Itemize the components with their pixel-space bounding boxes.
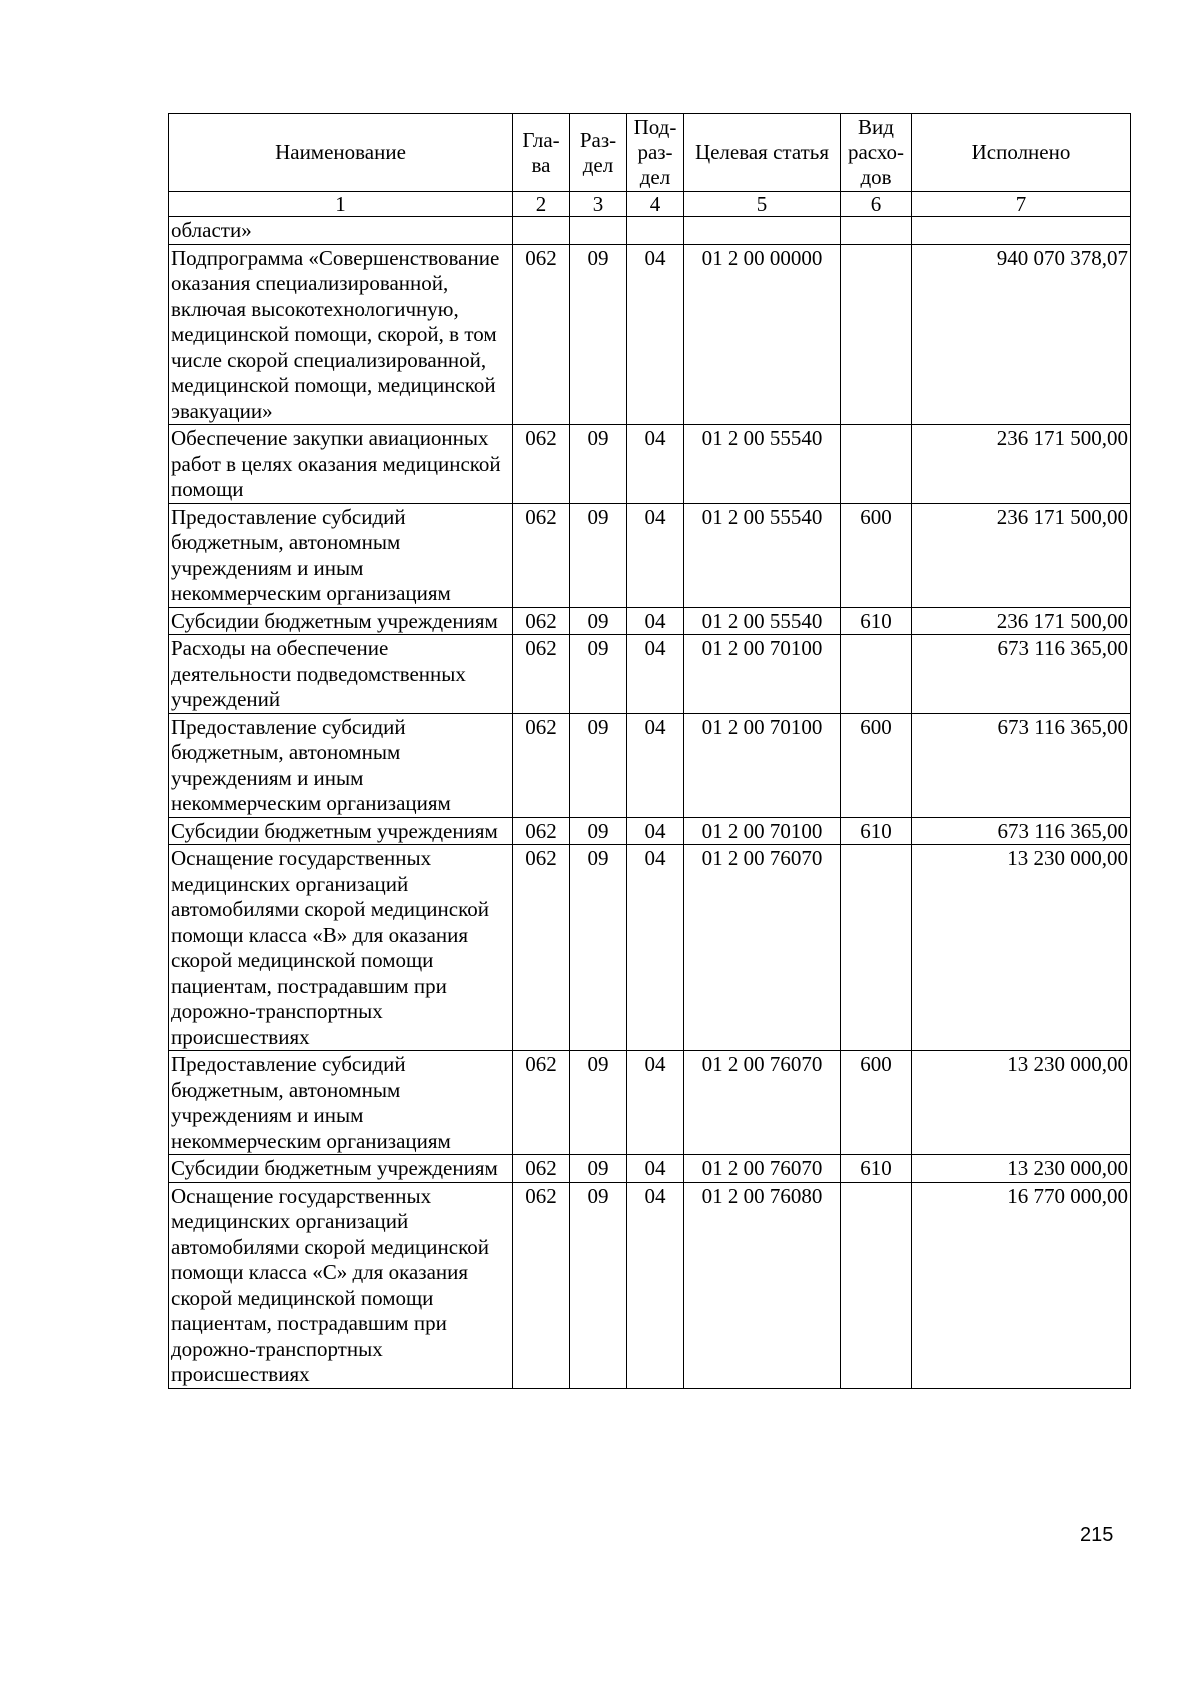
- table-row: [169, 217, 1131, 245]
- cell-glava: [513, 217, 570, 245]
- cell-name: Подпрограмма «Совершенствование оказания специализированной, включая высокотехнологичную, медицинской помощи, скорой, в том числе скорой специализированной, медицинской помощи, медицинской эвакуации»: [169, 244, 513, 425]
- header-executed: [912, 114, 1131, 192]
- cell-podrazdel: 04: [627, 713, 684, 817]
- header-line: дов: [860, 165, 892, 189]
- header-razdel: [570, 114, 627, 192]
- cell-name: Предоставление субсидий бюджетным, автономным учреждениям и иным некоммерческим организациям: [169, 1051, 513, 1155]
- header-line: Наименование: [275, 140, 406, 164]
- cell-podrazdel: 04: [627, 1182, 684, 1388]
- column-number: 7: [912, 192, 1131, 217]
- cell-executed: 13 230 000,00: [912, 1051, 1131, 1155]
- table-row: [169, 1051, 1131, 1155]
- column-number: 4: [627, 192, 684, 217]
- cell-razdel: 09: [570, 503, 627, 607]
- cell-name: области»: [169, 217, 513, 245]
- header-line: дел: [582, 152, 614, 177]
- cell-podrazdel: 04: [627, 1051, 684, 1155]
- cell-expense-type: 600: [841, 713, 912, 817]
- cell-executed: 673 116 365,00: [912, 635, 1131, 714]
- cell-glava: 062: [513, 1051, 570, 1155]
- cell-podrazdel: 04: [627, 1155, 684, 1183]
- cell-target-article: 01 2 00 76070: [684, 845, 841, 1051]
- cell-razdel: 09: [570, 635, 627, 714]
- cell-podrazdel: 04: [627, 607, 684, 635]
- cell-target-article: 01 2 00 70100: [684, 713, 841, 817]
- cell-expense-type: 600: [841, 1051, 912, 1155]
- cell-razdel: 09: [570, 713, 627, 817]
- header-line: Целевая статья: [694, 140, 830, 164]
- header-row: [169, 114, 1131, 192]
- cell-name: Субсидии бюджетным учреждениям: [169, 1155, 513, 1183]
- cell-razdel: 09: [570, 1155, 627, 1183]
- cell-expense-type: [841, 1182, 912, 1388]
- cell-executed: 673 116 365,00: [912, 713, 1131, 817]
- header-podrazdel: [627, 114, 684, 192]
- column-number-row: [169, 192, 1131, 217]
- cell-glava: 062: [513, 425, 570, 504]
- header-line: Под-: [633, 115, 677, 139]
- cell-target-article: 01 2 00 76070: [684, 1051, 841, 1155]
- cell-executed: 13 230 000,00: [912, 845, 1131, 1051]
- cell-name: Оснащение государственных медицинских организаций автомобилями скорой медицинской помощи класса «В» для оказания скорой медицинской помощи пациентам, пострадавшим при дорожно-транспортных происшествиях: [169, 845, 513, 1051]
- page-number: 215: [1080, 1524, 1114, 1546]
- cell-target-article: 01 2 00 55540: [684, 607, 841, 635]
- cell-glava: 062: [513, 244, 570, 425]
- table-row: [169, 713, 1131, 817]
- table-row: [169, 817, 1131, 845]
- cell-executed: 13 230 000,00: [912, 1155, 1131, 1183]
- header-name: [169, 114, 513, 192]
- column-number: 1: [169, 192, 513, 217]
- cell-name: Субсидии бюджетным учреждениям: [169, 817, 513, 845]
- cell-razdel: [570, 217, 627, 245]
- cell-expense-type: [841, 845, 912, 1051]
- cell-glava: 062: [513, 607, 570, 635]
- cell-glava: 062: [513, 1155, 570, 1183]
- cell-target-article: [684, 217, 841, 245]
- cell-executed: 236 171 500,00: [912, 425, 1131, 504]
- cell-expense-type: [841, 217, 912, 245]
- cell-razdel: 09: [570, 1182, 627, 1388]
- cell-target-article: 01 2 00 00000: [684, 244, 841, 425]
- header-expense-type: [841, 114, 912, 192]
- cell-expense-type: 610: [841, 1155, 912, 1183]
- table-row: [169, 1155, 1131, 1183]
- cell-target-article: 01 2 00 55540: [684, 503, 841, 607]
- column-number: 3: [570, 192, 627, 217]
- cell-expense-type: 600: [841, 503, 912, 607]
- cell-name: Расходы на обеспечение деятельности подведомственных учреждений: [169, 635, 513, 714]
- column-number: 6: [841, 192, 912, 217]
- cell-name: Субсидии бюджетным учреждениям: [169, 607, 513, 635]
- header-line: ва: [531, 152, 551, 177]
- cell-podrazdel: 04: [627, 635, 684, 714]
- cell-podrazdel: 04: [627, 244, 684, 425]
- cell-name: Оснащение государственных медицинских организаций автомобилями скорой медицинской помощи класса «С» для оказания скорой медицинской помощи пациентам, пострадавшим при дорожно-транспортных происшествиях: [169, 1182, 513, 1388]
- cell-glava: 062: [513, 845, 570, 1051]
- cell-razdel: 09: [570, 244, 627, 425]
- header-glava: [513, 114, 570, 192]
- cell-podrazdel: 04: [627, 503, 684, 607]
- header-line: расхо-: [847, 140, 905, 164]
- cell-razdel: 09: [570, 845, 627, 1051]
- cell-razdel: 09: [570, 817, 627, 845]
- cell-razdel: 09: [570, 607, 627, 635]
- table-row: [169, 635, 1131, 714]
- cell-glava: 062: [513, 817, 570, 845]
- cell-executed: 673 116 365,00: [912, 817, 1131, 845]
- cell-razdel: 09: [570, 425, 627, 504]
- cell-expense-type: [841, 244, 912, 425]
- cell-name: Предоставление субсидий бюджетным, автономным учреждениям и иным некоммерческим организациям: [169, 713, 513, 817]
- cell-podrazdel: 04: [627, 845, 684, 1051]
- cell-podrazdel: 04: [627, 425, 684, 504]
- cell-name: Предоставление субсидий бюджетным, автономным учреждениям и иным некоммерческим организациям: [169, 503, 513, 607]
- cell-executed: [912, 217, 1131, 245]
- cell-target-article: 01 2 00 76070: [684, 1155, 841, 1183]
- cell-target-article: 01 2 00 70100: [684, 817, 841, 845]
- cell-razdel: 09: [570, 1051, 627, 1155]
- cell-glava: 062: [513, 1182, 570, 1388]
- cell-podrazdel: 04: [627, 817, 684, 845]
- cell-target-article: 01 2 00 55540: [684, 425, 841, 504]
- cell-executed: 940 070 378,07: [912, 244, 1131, 425]
- cell-expense-type: 610: [841, 607, 912, 635]
- table-row: [169, 1182, 1131, 1388]
- cell-glava: 062: [513, 635, 570, 714]
- cell-target-article: 01 2 00 70100: [684, 635, 841, 714]
- table-body: [169, 217, 1131, 1389]
- header-line: дел: [639, 165, 671, 189]
- cell-name: Обеспечение закупки авиационных работ в целях оказания медицинской помощи: [169, 425, 513, 504]
- table-row: [169, 845, 1131, 1051]
- cell-executed: 236 171 500,00: [912, 503, 1131, 607]
- cell-expense-type: 610: [841, 817, 912, 845]
- header-line: Исполнено: [971, 140, 1071, 164]
- table-row: [169, 503, 1131, 607]
- header-line: Вид: [858, 115, 894, 139]
- header-target-article: [684, 114, 841, 192]
- cell-executed: 16 770 000,00: [912, 1182, 1131, 1388]
- cell-executed: 236 171 500,00: [912, 607, 1131, 635]
- header-line: Раз-: [579, 127, 617, 152]
- table-row: [169, 425, 1131, 504]
- table-row: [169, 607, 1131, 635]
- column-number: 2: [513, 192, 570, 217]
- table-row: [169, 244, 1131, 425]
- header-line: Гла-: [522, 127, 560, 152]
- column-number: 5: [684, 192, 841, 217]
- cell-expense-type: [841, 425, 912, 504]
- budget-table: [168, 113, 1131, 1389]
- cell-glava: 062: [513, 713, 570, 817]
- cell-glava: 062: [513, 503, 570, 607]
- header-line: раз-: [637, 140, 673, 164]
- cell-podrazdel: [627, 217, 684, 245]
- cell-target-article: 01 2 00 76080: [684, 1182, 841, 1388]
- cell-expense-type: [841, 635, 912, 714]
